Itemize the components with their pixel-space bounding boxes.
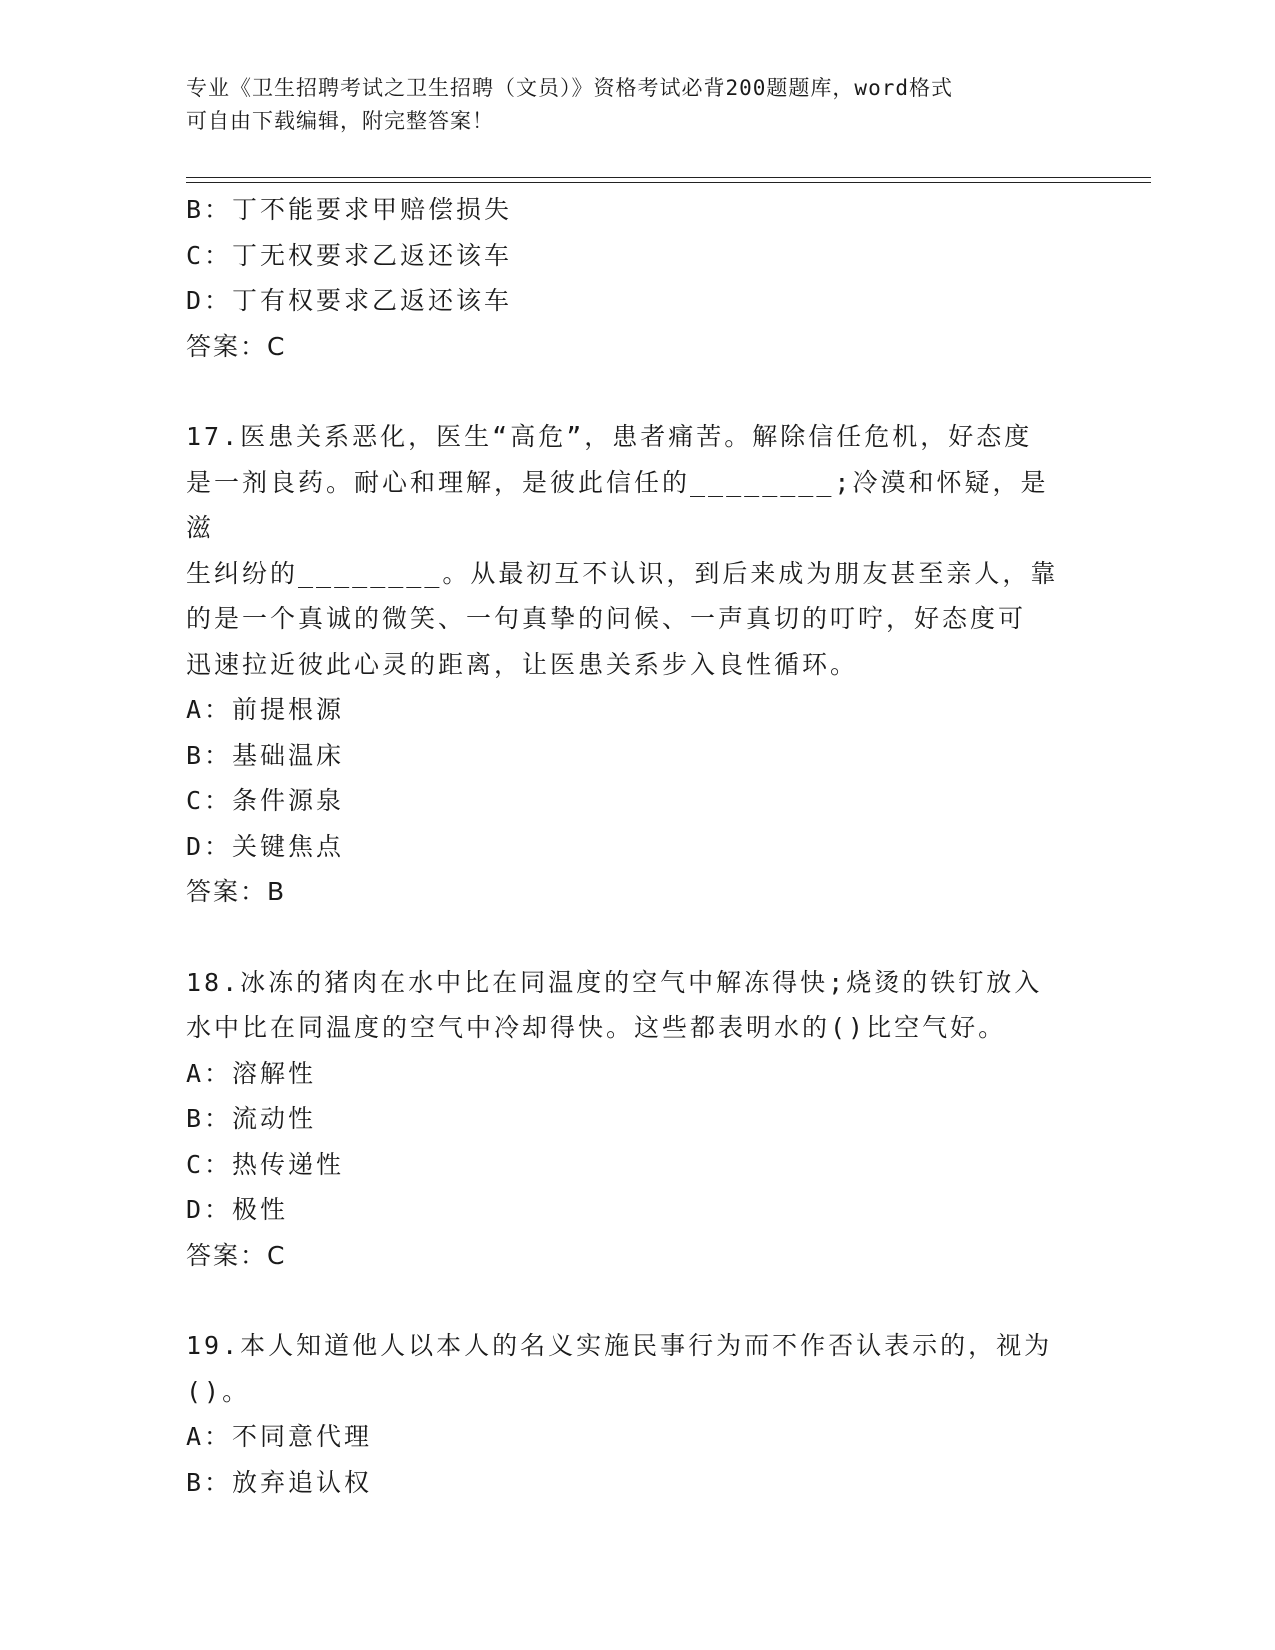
option-a: A：不同意代理 — [186, 1422, 373, 1451]
header-line-2: 可自由下载编辑，附完整答案！ — [186, 109, 494, 133]
question-16-continuation — [186, 187, 1066, 369]
option-b: B：丁不能要求甲赔偿损失 — [186, 195, 513, 224]
question-content — [186, 187, 1066, 1505]
option-c: C：热传递性 — [186, 1149, 345, 1179]
question-text-line: 迅速拉近彼此心灵的距离，让医患关系步入良性循环。 — [186, 649, 859, 679]
option-a: A：溶解性 — [186, 1058, 317, 1088]
spacer — [186, 915, 1066, 960]
answer-line: 答案：C — [186, 1240, 287, 1270]
question-18 — [186, 960, 1066, 1279]
option-a: A：前提根源 — [186, 695, 345, 724]
spacer — [186, 369, 1066, 414]
question-text-line: 18.冰冻的猪肉在水中比在同温度的空气中解冻得快;烧烫的铁钉放入 — [186, 967, 1043, 997]
option-d: D：关键焦点 — [186, 831, 345, 861]
option-d: D：极性 — [186, 1195, 289, 1224]
option-b: B：基础温床 — [186, 740, 345, 770]
question-text-line: 17.医患关系恶化，医生“高危”，患者痛苦。解除信任危机，好态度 — [186, 422, 1033, 451]
question-text-line: 是一剂良药。耐心和理解，是彼此信任的________;冷漠和怀疑，是滋 — [186, 467, 1049, 542]
header-rule-top — [186, 177, 1151, 178]
question-text-line: ()。 — [186, 1376, 251, 1406]
answer-line: 答案：B — [186, 877, 287, 906]
question-text-line: 水中比在同温度的空气中冷却得快。这些都表明水的()比空气好。 — [186, 1013, 1007, 1042]
option-c: C：条件源泉 — [186, 786, 345, 815]
option-b: B：流动性 — [186, 1104, 317, 1133]
question-19 — [186, 1323, 1066, 1505]
question-text-line: 的是一个真诚的微笑、一句真挚的问候、一声真切的叮咛，好态度可 — [186, 604, 1027, 633]
answer-line: 答案：C — [186, 331, 287, 361]
question-text-line: 19.本人知道他人以本人的名义实施民事行为而不作否认表示的，视为 — [186, 1331, 1053, 1360]
option-c: C：丁无权要求乙返还该车 — [186, 240, 513, 270]
spacer — [186, 1278, 1066, 1323]
question-17 — [186, 414, 1066, 915]
question-text-line: 生纠纷的________。从最初互不认识，到后来成为朋友甚至亲人，靠 — [186, 558, 1059, 588]
header-rule-bottom — [186, 182, 1151, 183]
header-line-1: 专业《卫生招聘考试之卫生招聘（文员）》资格考试必背200题题库，word格式 — [186, 76, 953, 100]
document-header — [186, 72, 1066, 138]
option-d: D：丁有权要求乙返还该车 — [186, 286, 513, 315]
option-b: B：放弃追认权 — [186, 1467, 373, 1497]
